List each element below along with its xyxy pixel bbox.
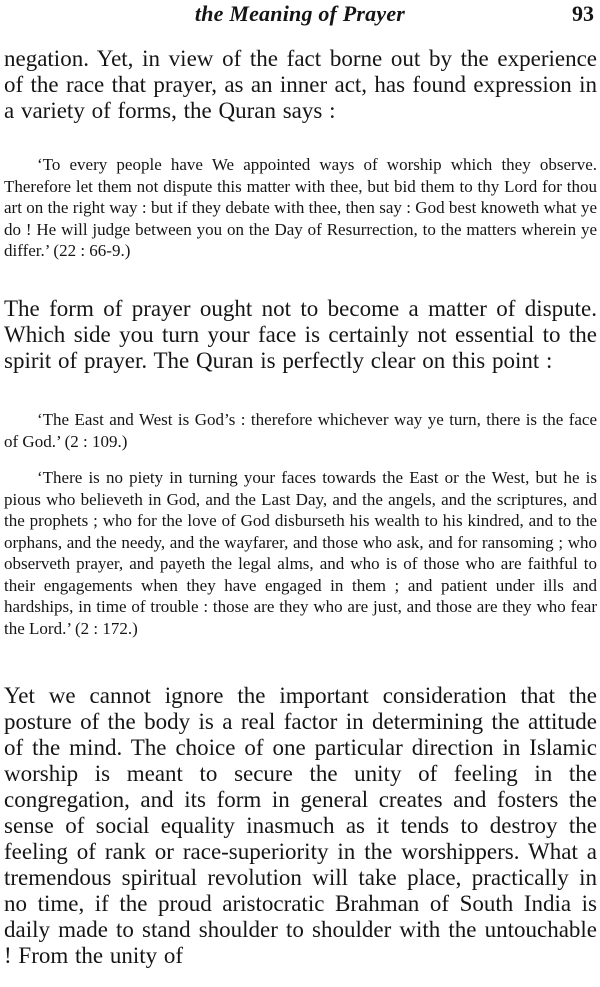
quotation-block: ‘To every people have We appointed ways of worship which they observe. Therefore let them not dispute this matter with thee, but bid them to thy Lord for thou art on the right way : but if they debate with thee, then say : God best knoweth what ye do ! He will judge between you on the Day of Resurrection, to the matters wherein ye differ.’ (22 : 66-9.) xyxy=(4,155,597,260)
page-number: 93 xyxy=(572,1,594,26)
quotation-block: ‘The East and West is God’s : therefore whichever way ye turn, there is the face of God.’ (2 : 109.) xyxy=(4,410,597,451)
running-head xyxy=(0,0,600,30)
body-paragraph: The form of prayer ought not to become a matter of dispute. Which side you turn your face is certainly not essential to the spirit of prayer. The Quran is perfectly clear on this point : xyxy=(4,296,597,373)
body-paragraph: negation. Yet, in view of the fact borne out by the experience of the race that prayer, as an inner act, has found expression in a variety of forms, the Quran says : xyxy=(4,46,597,123)
quotation-block: ‘There is no piety in turning your faces towards the East or the West, but he is pious who believeth in God, and the Last Day, and the angels, and the scriptures, and the prophets ; who for the love of God disburseth his wealth to his kindred, and to the orphans, and the needy, and the wayfarer, and those who ask, and for ransoming ; who observeth prayer, and payeth the legal alms, and who is of those who are faithful to their engagements when they have engaged in them ; and patient under ills and hardships, in time of trouble : those are they who are just, and those are they who fear the Lord.’ (2 : 172.) xyxy=(4,468,597,638)
body-paragraph: Yet we cannot ignore the important consideration that the posture of the body is a real factor in determining the attitude of the mind. The choice of one particular direction in Islamic worship is meant to secure the unity of feeling in the congregation, and its form in general creates and fosters the sense of social equality inasmuch as it tends to destroy the feeling of rank or race-superiority in the worshippers. What a tremendous spiritual revolution will take place, practically in no time, if the proud aristocratic Brahman of South India is daily made to stand shoulder to shoulder with the untouchable ! From the unity of xyxy=(4,683,597,968)
running-title: the Meaning of Prayer xyxy=(194,1,406,26)
